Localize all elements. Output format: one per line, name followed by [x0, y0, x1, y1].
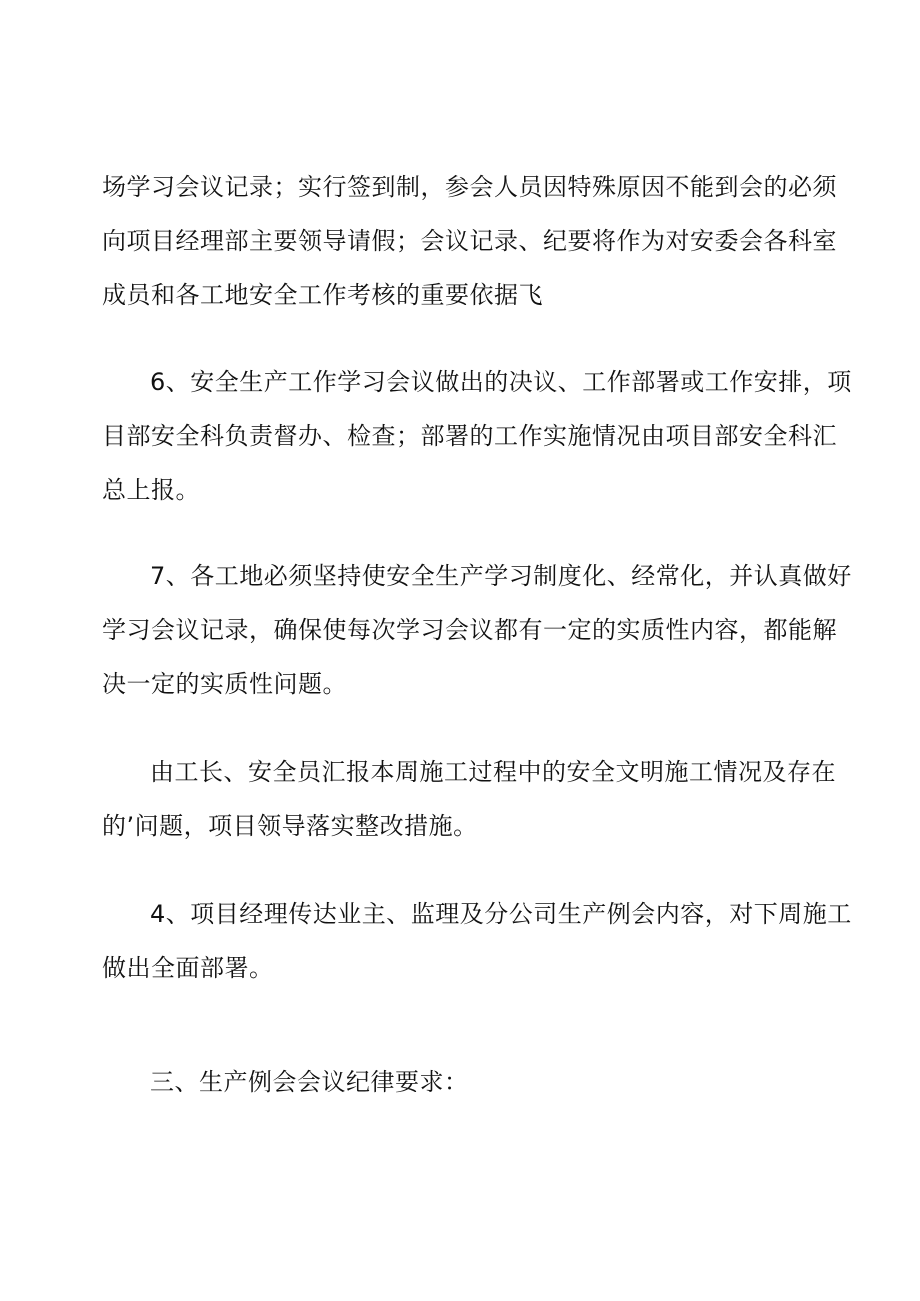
paragraph-meeting-records	[102, 160, 837, 322]
text-line: 4、项目经理传达业主、监理及分公司生产例会内容，对下周施工	[150, 900, 852, 928]
text-line: 的’问题，项目领导落实整改措施。	[102, 812, 478, 840]
text-line: 向项目经理部主要领导请假；会议记录、纪要将作为对安委会各科室	[102, 227, 837, 255]
paragraph-item-4	[102, 887, 852, 995]
text-line: 7、各工地必须坚持使安全生产学习制度化、经常化，并认真做好	[150, 562, 852, 590]
text-line: 做出全面部署。	[102, 954, 274, 982]
text-line: 决一定的实质性问题。	[102, 670, 347, 698]
text-line: 6、安全生产工作学习会议做出的决议、工作部署或工作安排，项	[150, 368, 852, 396]
text-line: 由工长、安全员汇报本周施工过程中的安全文明施工情况及存在	[150, 758, 836, 786]
text-line: 成员和各工地安全工作考核的重要依据飞	[102, 281, 543, 309]
paragraph-item-6	[102, 355, 852, 517]
text-line: 三、生产例会会议纪律要求：	[150, 1068, 469, 1096]
text-line: 总上报。	[102, 476, 200, 504]
paragraph-item-7	[102, 549, 852, 711]
text-line: 场学习会议记录；实行签到制，参会人员因特殊原因不能到会的必须	[102, 173, 837, 201]
text-line: 学习会议记录，确保使每次学习会议都有一定的实质性内容，都能解	[102, 616, 837, 644]
paragraph-foreman-report	[102, 745, 836, 853]
text-line: 目部安全科负责督办、检查；部署的工作实施情况由项目部安全科汇	[102, 422, 837, 450]
section-heading-meeting-discipline	[102, 1055, 822, 1109]
